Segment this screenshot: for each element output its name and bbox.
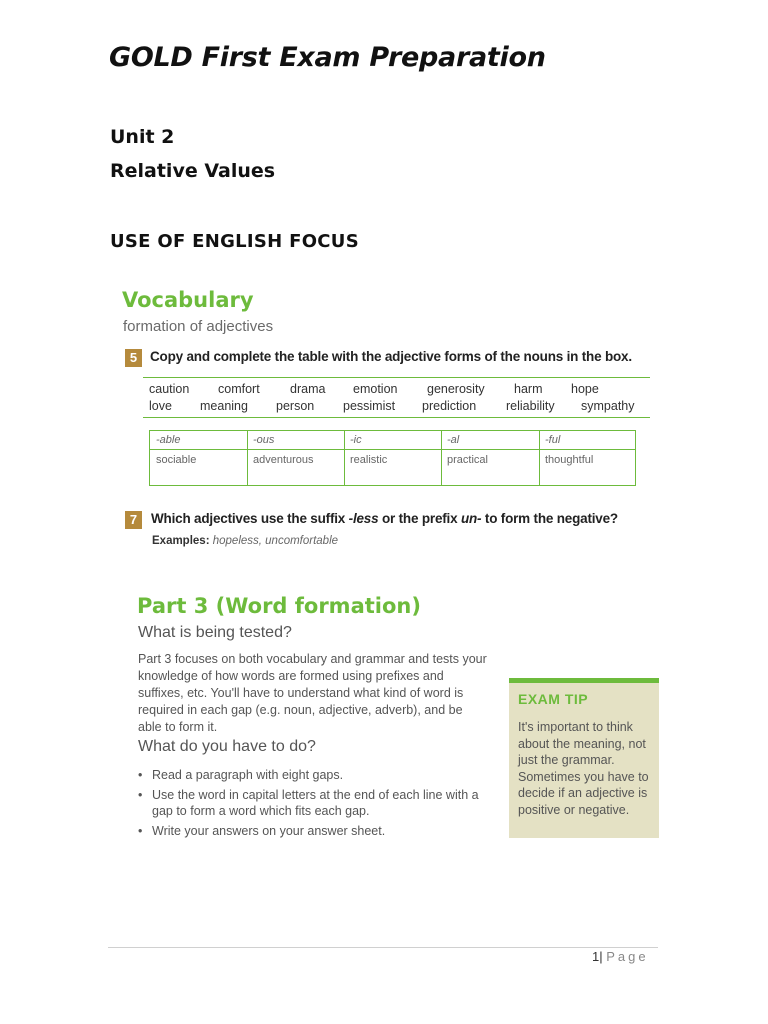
question-5-text: Copy and complete the table with the adjective forms of the nouns in the box. [150,349,632,364]
footer-divider [108,947,658,948]
table-cell: practical [447,454,488,466]
table-cell: sociable [156,454,197,466]
word-item: comfort [218,382,260,396]
question-number-5: 5 [125,349,142,367]
word-item: generosity [427,382,485,396]
table-header-cell: -able [156,434,181,446]
exam-tip-box [509,678,659,838]
part3-paragraph: Part 3 focuses on both vocabulary and grammar and tests your knowledge of how words are formed using prefixes and suffixes, etc. You'll have to understand what kind of word is required in each gap (e.g. noun, adjective, adverb), and be able to form it. [138,652,487,734]
focus-heading: USE OF ENGLISH FOCUS [110,231,359,252]
table-header-cell: -ous [253,434,275,446]
table-divider [344,431,345,485]
table-header-cell: -ful [545,434,561,446]
question-7-text [151,511,618,526]
word-item: drama [290,382,326,396]
question-7-examples [152,535,338,547]
q7-text-middle: or the prefix [378,511,461,526]
table-header-cell: -ic [350,434,362,446]
exam-tip-heading: EXAM TIP [518,691,589,707]
word-item: reliability [506,399,555,413]
page-number: 1 [592,949,600,964]
table-divider [441,431,442,485]
page-footer [592,949,649,964]
examples-label: Examples: [152,535,210,547]
table-cell: adventurous [253,454,314,466]
table-divider [247,431,248,485]
page-label: Page [606,949,649,964]
table-header-cell: -al [447,434,460,446]
word-item: love [149,399,172,413]
exam-tip-body: It's important to think about the meaning, not just the grammar. Sometimes you have to decide if an adjective is positive or negative. [518,720,649,817]
table-cell: thoughtful [545,454,594,466]
todo-heading: What do you have to do? [138,738,316,755]
document-title: GOLD First Exam Preparation [109,42,546,73]
table-divider [150,449,635,450]
unit-subtitle: Relative Values [110,160,276,182]
footer-separator: | [599,949,603,964]
examples-text: hopeless, uncomfortable [212,535,339,547]
word-item: emotion [353,382,398,396]
q7-suffix: -less [348,511,379,526]
list-item: • Read a paragraph with eight gaps. [138,767,498,784]
word-item: sympathy [581,399,635,413]
word-box [143,377,650,418]
q7-text-before: Which adjectives use the suffix [151,511,349,526]
word-item: prediction [422,399,477,413]
table-cell: realistic [350,454,388,466]
q7-text-after: to form the negative? [481,511,618,526]
word-item: hope [571,382,599,396]
word-item: caution [149,382,190,396]
list-item: • Use the word in capital letters at the end of each line with a gap to form a word which fits each gap. [138,787,498,820]
list-item: • Write your answers on your answer sheet. [138,823,498,840]
suffix-table [149,430,636,486]
part3-heading: Part 3 (Word formation) [137,594,421,618]
word-item: meaning [200,399,248,413]
word-item: harm [514,382,543,396]
vocabulary-heading: Vocabulary [122,288,254,312]
unit-label: Unit 2 [110,126,175,148]
table-divider [539,431,540,485]
vocabulary-subheading: formation of adjectives [123,318,274,335]
word-item: person [276,399,315,413]
question-number-7: 7 [125,511,142,529]
tested-heading: What is being tested? [138,624,292,641]
q7-prefix: un- [460,511,482,526]
todo-list [138,767,498,842]
word-item: pessimist [343,399,396,413]
